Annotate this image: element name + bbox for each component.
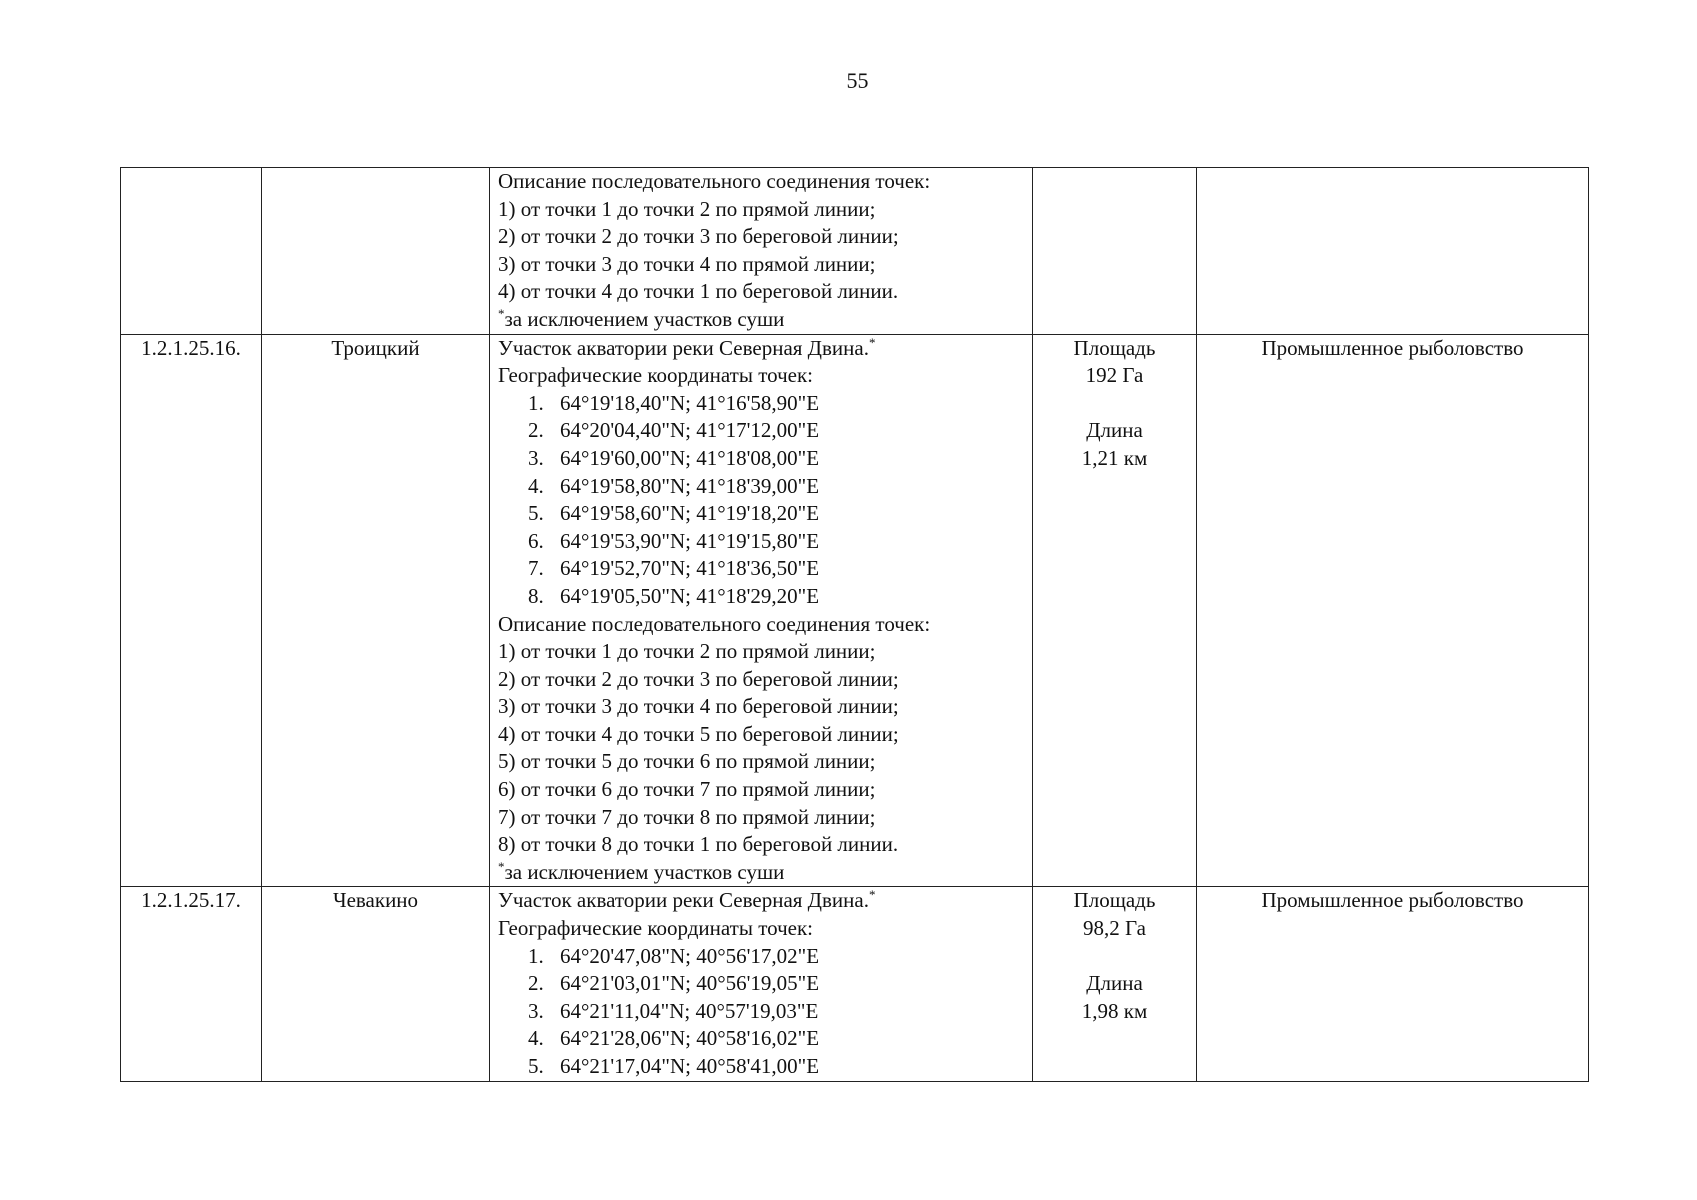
connection-title: Описание последовательного соединения точек: (498, 611, 931, 636)
description-cell (490, 887, 1033, 1081)
coordinate-item: 1. 64°19'18,40"N; 41°16'58,90"E (528, 390, 820, 415)
usage-cell: Промышленное рыболовство (1197, 334, 1589, 887)
coordinate-item: 8. 64°19'05,50"N; 41°18'29,20"E (528, 583, 820, 608)
coords-title: Географические координаты точек: (498, 363, 813, 388)
connection-line: 5) от точки 5 до точки 6 по прямой линии; (498, 749, 876, 774)
connection-line: 4) от точки 4 до точки 1 по береговой линии. (498, 279, 899, 304)
usage-cell: Промышленное рыболовство (1197, 887, 1589, 1081)
footnote: *за исключением участков суши (498, 858, 785, 884)
area-title: Участок акватории реки Северная Двина.* (498, 887, 876, 913)
connection-line: 2) от точки 2 до точки 3 по береговой линии; (498, 224, 899, 249)
coordinate-item: 4. 64°19'58,80"N; 41°18'39,00"E (528, 473, 820, 498)
footnote: *за исключением участков суши (498, 305, 785, 331)
area-name-cell: Троицкий (262, 334, 490, 887)
description-cell (490, 168, 1033, 335)
length-label: Длина (1086, 971, 1143, 996)
connection-line: 2) от точки 2 до точки 3 по береговой линии; (498, 666, 899, 691)
connection-line: 1) от точки 1 до точки 2 по прямой линии; (498, 196, 876, 221)
coords-title: Географические координаты точек: (498, 916, 813, 941)
coordinate-item: 3. 64°19'60,00"N; 41°18'08,00"E (528, 445, 820, 470)
coordinate-item: 2. 64°20'04,40"N; 41°17'12,00"E (528, 418, 820, 443)
coordinate-item: 5. 64°19'58,60"N; 41°19'18,20"E (528, 501, 820, 526)
coordinate-item: 7. 64°19'52,70"N; 41°18'36,50"E (528, 556, 820, 581)
usage-cell (1197, 168, 1589, 335)
length-value: 1,21 км (1081, 445, 1148, 470)
connection-line: 3) от точки 3 до точки 4 по береговой линии; (498, 694, 899, 719)
coordinate-item: 5. 64°21'17,04"N; 40°58'41,00"E (528, 1054, 820, 1078)
description-cell (490, 334, 1033, 887)
row-number-cell (121, 168, 262, 335)
length-label: Длина (1086, 418, 1143, 443)
area-name-cell (262, 168, 490, 335)
area-cell (1033, 168, 1197, 335)
connection-line: 3) от точки 3 до точки 4 по прямой линии; (498, 251, 876, 276)
fishing-areas-table (120, 167, 1589, 1082)
coordinate-item: 1. 64°20'47,08"N; 40°56'17,02"E (528, 943, 820, 968)
connection-line: 7) от точки 7 до точки 8 по прямой линии; (498, 804, 876, 829)
connection-line: 1) от точки 1 до точки 2 по прямой линии; (498, 639, 876, 664)
page-number: 55 (846, 68, 869, 93)
area-label: Площадь (1073, 888, 1156, 913)
area-cell (1033, 887, 1197, 1081)
connection-line: 6) от точки 6 до точки 7 по прямой линии; (498, 777, 876, 802)
connection-line: 8) от точки 8 до точки 1 по береговой линии. (498, 832, 899, 857)
area-title: Участок акватории реки Северная Двина.* (498, 334, 876, 360)
coordinate-item: 4. 64°21'28,06"N; 40°58'16,02"E (528, 1026, 820, 1051)
area-value: 98,2 Га (1083, 916, 1146, 941)
coordinate-item: 3. 64°21'11,04"N; 40°57'19,03"E (528, 998, 819, 1023)
row-number-cell: 1.2.1.25.16. (121, 334, 262, 887)
area-cell (1033, 334, 1197, 887)
row-number-cell: 1.2.1.25.17. (121, 887, 262, 1081)
coordinate-item: 2. 64°21'03,01"N; 40°56'19,05"E (528, 971, 820, 996)
table-row (121, 168, 1589, 335)
area-name-cell: Чевакино (262, 887, 490, 1081)
length-value: 1,98 км (1081, 998, 1148, 1023)
table-row (121, 887, 1589, 1081)
area-value: 192 Га (1085, 363, 1144, 388)
coordinate-item: 6. 64°19'53,90"N; 41°19'15,80"E (528, 528, 820, 553)
area-label: Площадь (1073, 335, 1156, 360)
table-row (121, 334, 1589, 887)
connection-title: Описание последовательного соединения точек: (498, 169, 931, 193)
connection-line: 4) от точки 4 до точки 5 по береговой линии; (498, 721, 899, 746)
